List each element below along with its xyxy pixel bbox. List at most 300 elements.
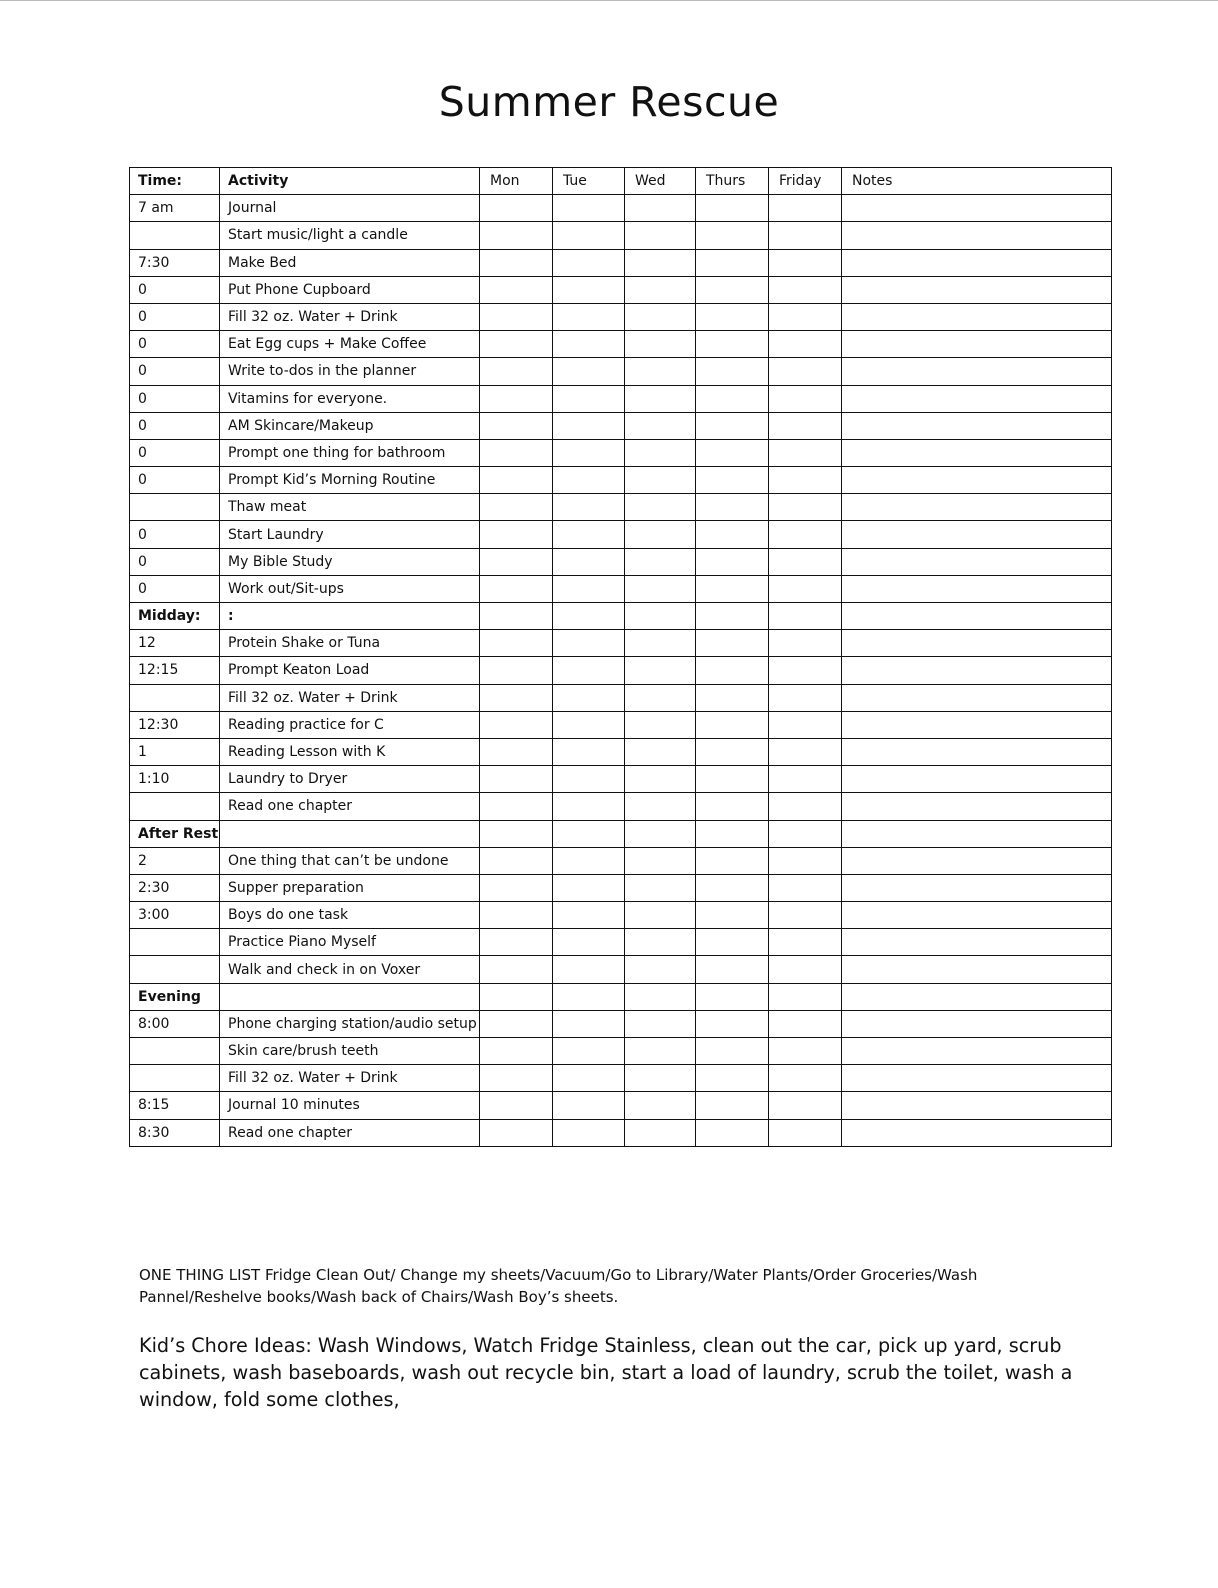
mon-cell[interactable]	[480, 222, 553, 249]
mon-cell[interactable]	[480, 521, 553, 548]
activity-cell: Laundry to Dryer	[220, 766, 480, 793]
friday-cell[interactable]	[769, 548, 842, 575]
mon-cell[interactable]	[480, 983, 553, 1010]
friday-cell[interactable]	[769, 766, 842, 793]
wed-cell[interactable]	[625, 630, 696, 657]
time-cell	[130, 1065, 220, 1092]
time-cell	[130, 929, 220, 956]
tue-cell[interactable]	[553, 1119, 625, 1146]
mon-cell[interactable]	[480, 603, 553, 630]
notes-cell[interactable]	[842, 303, 1112, 330]
mon-cell[interactable]	[480, 385, 553, 412]
notes-cell[interactable]	[842, 874, 1112, 901]
wed-cell[interactable]	[625, 358, 696, 385]
table-row	[130, 222, 1112, 249]
notes-cell[interactable]	[842, 1092, 1112, 1119]
activity-cell: One thing that can’t be undone	[220, 847, 480, 874]
mon-cell[interactable]	[480, 738, 553, 765]
header-mon: Mon	[480, 168, 553, 195]
activity-cell: Skin care/brush teeth	[220, 1038, 480, 1065]
thurs-cell[interactable]	[696, 793, 769, 820]
time-cell: 12	[130, 630, 220, 657]
mon-cell[interactable]	[480, 303, 553, 330]
activity-cell: Read one chapter	[220, 793, 480, 820]
thurs-cell[interactable]	[696, 956, 769, 983]
friday-cell[interactable]	[769, 412, 842, 439]
table-row	[130, 358, 1112, 385]
time-cell: Midday:	[130, 603, 220, 630]
mon-cell[interactable]	[480, 548, 553, 575]
time-cell: 0	[130, 358, 220, 385]
notes-cell[interactable]	[842, 467, 1112, 494]
thurs-cell[interactable]	[696, 711, 769, 738]
tue-cell[interactable]	[553, 575, 625, 602]
thurs-cell[interactable]	[696, 847, 769, 874]
wed-cell[interactable]	[625, 439, 696, 466]
friday-cell[interactable]	[769, 793, 842, 820]
table-row	[130, 738, 1112, 765]
tue-cell[interactable]	[553, 657, 625, 684]
wed-cell[interactable]	[625, 793, 696, 820]
activity-cell: Eat Egg cups + Make Coffee	[220, 331, 480, 358]
notes-cell[interactable]	[842, 820, 1112, 847]
notes-cell[interactable]	[842, 385, 1112, 412]
mon-cell[interactable]	[480, 820, 553, 847]
notes-cell[interactable]	[842, 1010, 1112, 1037]
wed-cell[interactable]	[625, 1038, 696, 1065]
thurs-cell[interactable]	[696, 331, 769, 358]
thurs-cell[interactable]	[696, 684, 769, 711]
friday-cell[interactable]	[769, 983, 842, 1010]
tue-cell[interactable]	[553, 766, 625, 793]
table-row	[130, 521, 1112, 548]
activity-cell: Prompt Keaton Load	[220, 657, 480, 684]
table-row	[130, 1092, 1112, 1119]
time-cell: 0	[130, 439, 220, 466]
friday-cell[interactable]	[769, 711, 842, 738]
friday-cell[interactable]	[769, 929, 842, 956]
thurs-cell[interactable]	[696, 358, 769, 385]
friday-cell[interactable]	[769, 1092, 842, 1119]
wed-cell[interactable]	[625, 902, 696, 929]
mon-cell[interactable]	[480, 684, 553, 711]
tue-cell[interactable]	[553, 521, 625, 548]
thurs-cell[interactable]	[696, 276, 769, 303]
time-cell	[130, 222, 220, 249]
table-row	[130, 657, 1112, 684]
mon-cell[interactable]	[480, 276, 553, 303]
time-cell: 0	[130, 385, 220, 412]
time-cell	[130, 793, 220, 820]
notes-cell[interactable]	[842, 630, 1112, 657]
notes-cell[interactable]	[842, 793, 1112, 820]
notes-cell[interactable]	[842, 983, 1112, 1010]
tue-cell[interactable]	[553, 1038, 625, 1065]
wed-cell[interactable]	[625, 1119, 696, 1146]
thurs-cell[interactable]	[696, 738, 769, 765]
notes-cell[interactable]	[842, 1065, 1112, 1092]
friday-cell[interactable]	[769, 331, 842, 358]
tue-cell[interactable]	[553, 820, 625, 847]
friday-cell[interactable]	[769, 303, 842, 330]
notes-cell[interactable]	[842, 249, 1112, 276]
table-row	[130, 303, 1112, 330]
wed-cell[interactable]	[625, 603, 696, 630]
time-cell: After Rest	[130, 820, 220, 847]
wed-cell[interactable]	[625, 1092, 696, 1119]
activity-cell: Start Laundry	[220, 521, 480, 548]
activity-cell: Read one chapter	[220, 1119, 480, 1146]
notes-cell[interactable]	[842, 548, 1112, 575]
friday-cell[interactable]	[769, 195, 842, 222]
notes-cell[interactable]	[842, 521, 1112, 548]
tue-cell[interactable]	[553, 385, 625, 412]
time-cell: Evening	[130, 983, 220, 1010]
activity-cell: Thaw meat	[220, 494, 480, 521]
notes-cell[interactable]	[842, 222, 1112, 249]
activity-cell: Fill 32 oz. Water + Drink	[220, 1065, 480, 1092]
time-cell: 8:00	[130, 1010, 220, 1037]
friday-cell[interactable]	[769, 494, 842, 521]
thurs-cell[interactable]	[696, 521, 769, 548]
thurs-cell[interactable]	[696, 902, 769, 929]
wed-cell[interactable]	[625, 521, 696, 548]
table-row	[130, 1119, 1112, 1146]
wed-cell[interactable]	[625, 929, 696, 956]
table-row	[130, 630, 1112, 657]
thurs-cell[interactable]	[696, 385, 769, 412]
table-row	[130, 603, 1112, 630]
table-row	[130, 1038, 1112, 1065]
tue-cell[interactable]	[553, 902, 625, 929]
friday-cell[interactable]	[769, 222, 842, 249]
tue-cell[interactable]	[553, 222, 625, 249]
mon-cell[interactable]	[480, 1010, 553, 1037]
tue-cell[interactable]	[553, 331, 625, 358]
wed-cell[interactable]	[625, 738, 696, 765]
wed-cell[interactable]	[625, 983, 696, 1010]
table-row	[130, 195, 1112, 222]
table-header-row	[130, 168, 1112, 195]
time-cell: 12:15	[130, 657, 220, 684]
notes-cell[interactable]	[842, 657, 1112, 684]
thurs-cell[interactable]	[696, 467, 769, 494]
tue-cell[interactable]	[553, 439, 625, 466]
friday-cell[interactable]	[769, 276, 842, 303]
friday-cell[interactable]	[769, 684, 842, 711]
wed-cell[interactable]	[625, 222, 696, 249]
friday-cell[interactable]	[769, 1119, 842, 1146]
top-border-line	[0, 0, 1218, 1]
thurs-cell[interactable]	[696, 766, 769, 793]
friday-cell[interactable]	[769, 630, 842, 657]
thurs-cell[interactable]	[696, 603, 769, 630]
table-row	[130, 467, 1112, 494]
notes-cell[interactable]	[842, 711, 1112, 738]
notes-cell[interactable]	[842, 439, 1112, 466]
wed-cell[interactable]	[625, 494, 696, 521]
friday-cell[interactable]	[769, 385, 842, 412]
thurs-cell[interactable]	[696, 983, 769, 1010]
mon-cell[interactable]	[480, 412, 553, 439]
friday-cell[interactable]	[769, 575, 842, 602]
wed-cell[interactable]	[625, 249, 696, 276]
mon-cell[interactable]	[480, 467, 553, 494]
friday-cell[interactable]	[769, 603, 842, 630]
notes-cell[interactable]	[842, 847, 1112, 874]
thurs-cell[interactable]	[696, 548, 769, 575]
table-row	[130, 766, 1112, 793]
notes-cell[interactable]	[842, 956, 1112, 983]
wed-cell[interactable]	[625, 820, 696, 847]
tue-cell[interactable]	[553, 630, 625, 657]
wed-cell[interactable]	[625, 276, 696, 303]
header-wed: Wed	[625, 168, 696, 195]
header-time: Time:	[130, 168, 220, 195]
wed-cell[interactable]	[625, 711, 696, 738]
mon-cell[interactable]	[480, 630, 553, 657]
friday-cell[interactable]	[769, 738, 842, 765]
time-cell: 7:30	[130, 249, 220, 276]
thurs-cell[interactable]	[696, 1119, 769, 1146]
table-row	[130, 494, 1112, 521]
thurs-cell[interactable]	[696, 657, 769, 684]
activity-cell: Reading Lesson with K	[220, 738, 480, 765]
friday-cell[interactable]	[769, 467, 842, 494]
notes-cell[interactable]	[842, 1038, 1112, 1065]
schedule-table	[129, 167, 1112, 1147]
kids-chore-ideas: Kid’s Chore Ideas: Wash Windows, Watch Fridge Stainless, clean out the car, pick up yard, scrub cabinets, wash baseboards, wash out recycle bin, start a load of laundry, scrub the toilet, wash a window, fold some clothes,	[139, 1334, 1073, 1411]
mon-cell[interactable]	[480, 439, 553, 466]
mon-cell[interactable]	[480, 793, 553, 820]
activity-cell: Fill 32 oz. Water + Drink	[220, 303, 480, 330]
notes-cell[interactable]	[842, 412, 1112, 439]
tue-cell[interactable]	[553, 195, 625, 222]
header-notes: Notes	[842, 168, 1112, 195]
table-row	[130, 276, 1112, 303]
wed-cell[interactable]	[625, 1065, 696, 1092]
wed-cell[interactable]	[625, 684, 696, 711]
mon-cell[interactable]	[480, 847, 553, 874]
header-tue: Tue	[553, 168, 625, 195]
time-cell: 2:30	[130, 874, 220, 901]
time-cell: 1:10	[130, 766, 220, 793]
wed-cell[interactable]	[625, 956, 696, 983]
tue-cell[interactable]	[553, 1092, 625, 1119]
time-cell: 0	[130, 303, 220, 330]
friday-cell[interactable]	[769, 1038, 842, 1065]
activity-cell: Practice Piano Myself	[220, 929, 480, 956]
wed-cell[interactable]	[625, 412, 696, 439]
wed-cell[interactable]	[625, 467, 696, 494]
activity-cell: Work out/Sit-ups	[220, 575, 480, 602]
tue-cell[interactable]	[553, 303, 625, 330]
friday-cell[interactable]	[769, 874, 842, 901]
mon-cell[interactable]	[480, 929, 553, 956]
table-row	[130, 249, 1112, 276]
friday-cell[interactable]	[769, 956, 842, 983]
mon-cell[interactable]	[480, 331, 553, 358]
time-cell: 7 am	[130, 195, 220, 222]
mon-cell[interactable]	[480, 657, 553, 684]
thurs-cell[interactable]	[696, 1010, 769, 1037]
mon-cell[interactable]	[480, 711, 553, 738]
notes-cell[interactable]	[842, 684, 1112, 711]
tue-cell[interactable]	[553, 684, 625, 711]
table-row	[130, 1010, 1112, 1037]
table-row	[130, 711, 1112, 738]
time-cell: 1	[130, 738, 220, 765]
mon-cell[interactable]	[480, 766, 553, 793]
thurs-cell[interactable]	[696, 303, 769, 330]
friday-cell[interactable]	[769, 657, 842, 684]
notes-cell[interactable]	[842, 738, 1112, 765]
time-cell: 8:15	[130, 1092, 220, 1119]
activity-cell: Fill 32 oz. Water + Drink	[220, 684, 480, 711]
wed-cell[interactable]	[625, 195, 696, 222]
mon-cell[interactable]	[480, 902, 553, 929]
tue-cell[interactable]	[553, 249, 625, 276]
activity-cell	[220, 983, 480, 1010]
notes-cell[interactable]	[842, 766, 1112, 793]
thurs-cell[interactable]	[696, 575, 769, 602]
activity-cell: Protein Shake or Tuna	[220, 630, 480, 657]
thurs-cell[interactable]	[696, 1038, 769, 1065]
activity-cell: Prompt one thing for bathroom	[220, 439, 480, 466]
table-row	[130, 575, 1112, 602]
mon-cell[interactable]	[480, 1038, 553, 1065]
activity-cell: Start music/light a candle	[220, 222, 480, 249]
mon-cell[interactable]	[480, 575, 553, 602]
tue-cell[interactable]	[553, 956, 625, 983]
table-row	[130, 412, 1112, 439]
activity-cell: Supper preparation	[220, 874, 480, 901]
wed-cell[interactable]	[625, 847, 696, 874]
time-cell: 2	[130, 847, 220, 874]
thurs-cell[interactable]	[696, 412, 769, 439]
thurs-cell[interactable]	[696, 630, 769, 657]
thurs-cell[interactable]	[696, 439, 769, 466]
tue-cell[interactable]	[553, 1010, 625, 1037]
time-cell: 0	[130, 412, 220, 439]
tue-cell[interactable]	[553, 793, 625, 820]
tue-cell[interactable]	[553, 1065, 625, 1092]
tue-cell[interactable]	[553, 276, 625, 303]
friday-cell[interactable]	[769, 439, 842, 466]
notes-cell[interactable]	[842, 494, 1112, 521]
mon-cell[interactable]	[480, 1065, 553, 1092]
mon-cell[interactable]	[480, 874, 553, 901]
activity-cell: Boys do one task	[220, 902, 480, 929]
tue-cell[interactable]	[553, 874, 625, 901]
tue-cell[interactable]	[553, 494, 625, 521]
wed-cell[interactable]	[625, 657, 696, 684]
tue-cell[interactable]	[553, 358, 625, 385]
thurs-cell[interactable]	[696, 494, 769, 521]
mon-cell[interactable]	[480, 1119, 553, 1146]
friday-cell[interactable]	[769, 1010, 842, 1037]
time-cell: 12:30	[130, 711, 220, 738]
time-cell: 0	[130, 548, 220, 575]
friday-cell[interactable]	[769, 249, 842, 276]
notes-cell[interactable]	[842, 929, 1112, 956]
tue-cell[interactable]	[553, 711, 625, 738]
header-friday: Friday	[769, 168, 842, 195]
activity-cell: Write to-dos in the planner	[220, 358, 480, 385]
activity-cell: Prompt Kid’s Morning Routine	[220, 467, 480, 494]
tue-cell[interactable]	[553, 548, 625, 575]
table-row	[130, 983, 1112, 1010]
notes-cell[interactable]	[842, 331, 1112, 358]
wed-cell[interactable]	[625, 331, 696, 358]
time-cell: 0	[130, 467, 220, 494]
notes-cell[interactable]	[842, 358, 1112, 385]
one-thing-list: ONE THING LIST Fridge Clean Out/ Change my sheets/Vacuum/Go to Library/Water Plants/Order Groceries/Wash Pannel/Reshelve books/Wash back of Chairs/Wash Boy’s sheets.	[139, 1266, 978, 1306]
notes-cell[interactable]	[842, 575, 1112, 602]
table-row	[130, 331, 1112, 358]
tue-cell[interactable]	[553, 412, 625, 439]
thurs-cell[interactable]	[696, 820, 769, 847]
thurs-cell[interactable]	[696, 929, 769, 956]
thurs-cell[interactable]	[696, 1065, 769, 1092]
mon-cell[interactable]	[480, 249, 553, 276]
wed-cell[interactable]	[625, 766, 696, 793]
notes-cell[interactable]	[842, 902, 1112, 929]
activity-cell: AM Skincare/Makeup	[220, 412, 480, 439]
tue-cell[interactable]	[553, 847, 625, 874]
time-cell: 0	[130, 276, 220, 303]
tue-cell[interactable]	[553, 983, 625, 1010]
activity-cell: Journal 10 minutes	[220, 1092, 480, 1119]
tue-cell[interactable]	[553, 603, 625, 630]
mon-cell[interactable]	[480, 1092, 553, 1119]
mon-cell[interactable]	[480, 195, 553, 222]
thurs-cell[interactable]	[696, 1092, 769, 1119]
tue-cell[interactable]	[553, 467, 625, 494]
mon-cell[interactable]	[480, 494, 553, 521]
thurs-cell[interactable]	[696, 195, 769, 222]
friday-cell[interactable]	[769, 358, 842, 385]
mon-cell[interactable]	[480, 956, 553, 983]
mon-cell[interactable]	[480, 358, 553, 385]
time-cell: 3:00	[130, 902, 220, 929]
thurs-cell[interactable]	[696, 874, 769, 901]
friday-cell[interactable]	[769, 1065, 842, 1092]
tue-cell[interactable]	[553, 738, 625, 765]
wed-cell[interactable]	[625, 575, 696, 602]
thurs-cell[interactable]	[696, 222, 769, 249]
table-row	[130, 439, 1112, 466]
wed-cell[interactable]	[625, 1010, 696, 1037]
notes-cell[interactable]	[842, 1119, 1112, 1146]
table-row	[130, 548, 1112, 575]
schedule-body	[130, 195, 1112, 1147]
friday-cell[interactable]	[769, 902, 842, 929]
tue-cell[interactable]	[553, 929, 625, 956]
wed-cell[interactable]	[625, 548, 696, 575]
friday-cell[interactable]	[769, 847, 842, 874]
friday-cell[interactable]	[769, 521, 842, 548]
friday-cell[interactable]	[769, 820, 842, 847]
wed-cell[interactable]	[625, 385, 696, 412]
time-cell	[130, 684, 220, 711]
notes-cell[interactable]	[842, 603, 1112, 630]
thurs-cell[interactable]	[696, 249, 769, 276]
notes-cell[interactable]	[842, 195, 1112, 222]
wed-cell[interactable]	[625, 303, 696, 330]
notes-cell[interactable]	[842, 276, 1112, 303]
wed-cell[interactable]	[625, 874, 696, 901]
